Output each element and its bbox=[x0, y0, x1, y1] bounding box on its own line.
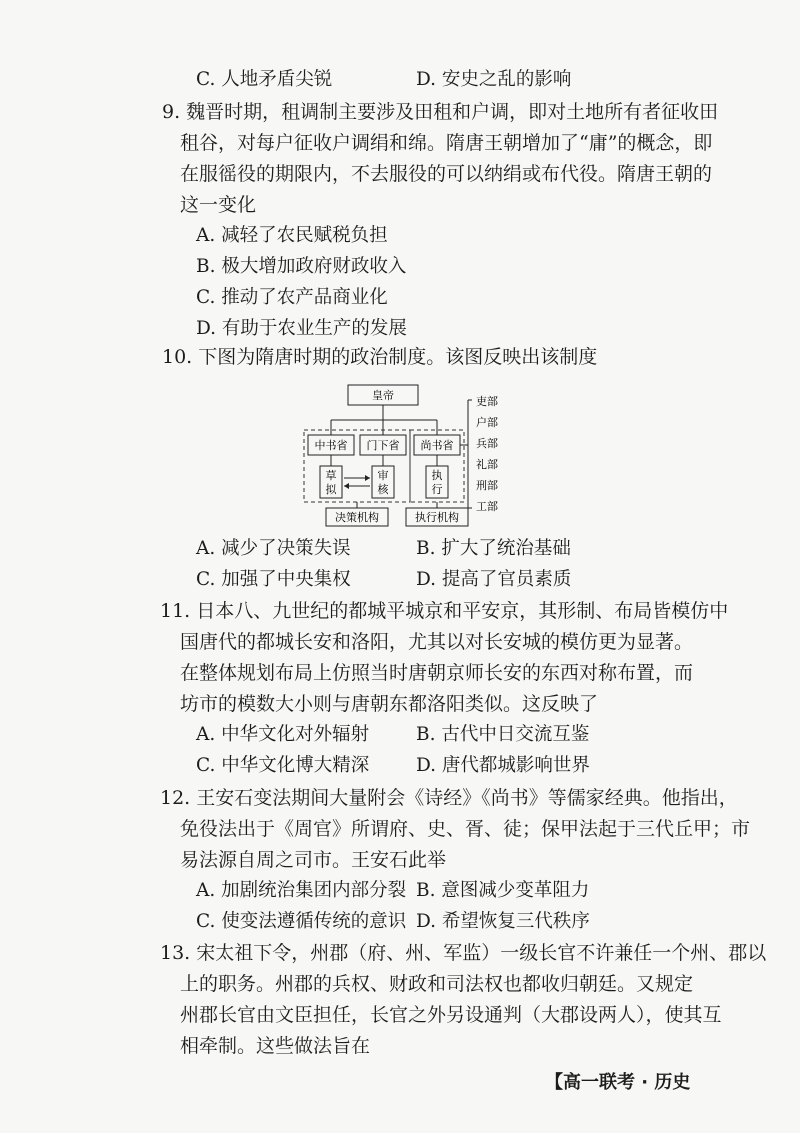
q13-stem-line-4: 相牵制。这些做法旨在 bbox=[180, 1035, 371, 1057]
q9-option-d: D. 有助于农业生产的发展 bbox=[196, 318, 407, 339]
q9-stem-line-3: 在服徭役的期限内，不去服役的可以纳绢或布代役。隋唐王朝的 bbox=[180, 163, 713, 185]
ministry-xing: 刑部 bbox=[476, 479, 498, 492]
caoni-char-1: 草 bbox=[325, 469, 337, 482]
q12-option-d: D. 希望恢复三代秩序 bbox=[416, 911, 590, 932]
q13-stem-line-1: 13. 宋太祖下令，州郡（府、州、军监）一级长官不许兼任一个州、郡以 bbox=[160, 942, 767, 964]
q13-stem-line-3: 州郡长官由文臣担任，长官之外另设通判（大郡设两人），使其互 bbox=[180, 1004, 722, 1026]
q9-option-a: A. 减轻了农民赋税负担 bbox=[196, 225, 388, 246]
political-system-diagram bbox=[296, 380, 516, 530]
emperor-box: 皇帝 bbox=[372, 389, 394, 402]
shangshu-box: 尚书省 bbox=[420, 439, 454, 452]
decision-org-label: 决策机构 bbox=[335, 511, 379, 524]
menxia-box: 门下省 bbox=[366, 439, 400, 452]
zhongshu-box: 中书省 bbox=[314, 439, 348, 452]
q11-stem-line-4: 坊市的模数大小则与唐朝东都洛阳类似。这反映了 bbox=[180, 693, 599, 715]
ministry-bing: 兵部 bbox=[476, 437, 498, 450]
q11-option-a: A. 中华文化对外辐射 bbox=[196, 724, 370, 745]
q12-option-b: B. 意图减少变革阻力 bbox=[416, 880, 590, 901]
q10-stem: 10. 下图为隋唐时期的政治制度。该图反映出该制度 bbox=[162, 346, 598, 368]
q9-option-b: B. 极大增加政府财政收入 bbox=[196, 256, 407, 277]
q11-option-d: D. 唐代都城影响世界 bbox=[416, 755, 590, 776]
ministry-li: 吏部 bbox=[476, 395, 498, 408]
q11-option-c: C. 中华文化博大精深 bbox=[196, 755, 370, 776]
q10-option-c: C. 加强了中央集权 bbox=[196, 569, 351, 590]
shenhe-char-2: 核 bbox=[377, 483, 389, 496]
q9-stem-line-1: 9. 魏晋时期，租调制主要涉及田租和户调，即对土地所有者征收田 bbox=[162, 101, 719, 123]
q9-option-c: C. 推动了农产品商业化 bbox=[196, 287, 388, 308]
q11-stem-line-1: 11. 日本八、九世纪的都城平城京和平安京，其形制、布局皆模仿中 bbox=[160, 600, 729, 622]
q12-option-a: A. 加剧统治集团内部分裂 bbox=[196, 880, 407, 901]
q8-option-d: D. 安史之乱的影响 bbox=[416, 69, 572, 90]
q13-stem-line-2: 上的职务。州郡的兵权、财政和司法权也都收归朝廷。又规定 bbox=[180, 973, 694, 995]
zhixing-char-2: 行 bbox=[431, 483, 443, 496]
q10-option-a: A. 减少了决策失误 bbox=[196, 538, 351, 559]
q11-stem-line-2: 国唐代的都城长安和洛阳，尤其以对长安城的模仿更为显著。 bbox=[180, 631, 694, 653]
q10-option-d: D. 提高了官员素质 bbox=[416, 569, 572, 590]
q12-stem-line-3: 易法源自周之司市。王安石此举 bbox=[180, 849, 447, 871]
q11-option-b: B. 古代中日交流互鉴 bbox=[416, 724, 590, 745]
ministry-li2: 礼部 bbox=[476, 458, 498, 471]
exec-org-label: 执行机构 bbox=[415, 511, 459, 524]
q8-option-c: C. 人地矛盾尖锐 bbox=[196, 69, 333, 90]
q12-option-c: C. 使变法遵循传统的意识 bbox=[196, 911, 407, 932]
ministry-gong: 工部 bbox=[476, 500, 498, 513]
caoni-char-2: 拟 bbox=[325, 483, 337, 496]
zhixing-char-1: 执 bbox=[431, 469, 443, 482]
shenhe-char-1: 审 bbox=[377, 469, 389, 482]
q12-stem-line-1: 12. 王安石变法期间大量附会《诗经》《尚书》等儒家经典。他指出， bbox=[160, 787, 738, 809]
page-footer: 【高一联考 · 历史 bbox=[545, 1072, 691, 1093]
ministry-hu: 户部 bbox=[476, 416, 498, 429]
q10-option-b: B. 扩大了统治基础 bbox=[416, 538, 571, 559]
q9-stem-line-4: 这一变化 bbox=[180, 194, 257, 216]
q11-stem-line-3: 在整体规划布局上仿照当时唐朝京师长安的东西对称布置，而 bbox=[180, 662, 694, 684]
q12-stem-line-2: 免役法出于《周官》所谓府、史、胥、徒；保甲法起于三代丘甲；市 bbox=[180, 818, 751, 840]
q9-stem-line-2: 租谷，对每户征收户调绢和绵。隋唐王朝增加了“庸”的概念，即 bbox=[180, 132, 713, 154]
